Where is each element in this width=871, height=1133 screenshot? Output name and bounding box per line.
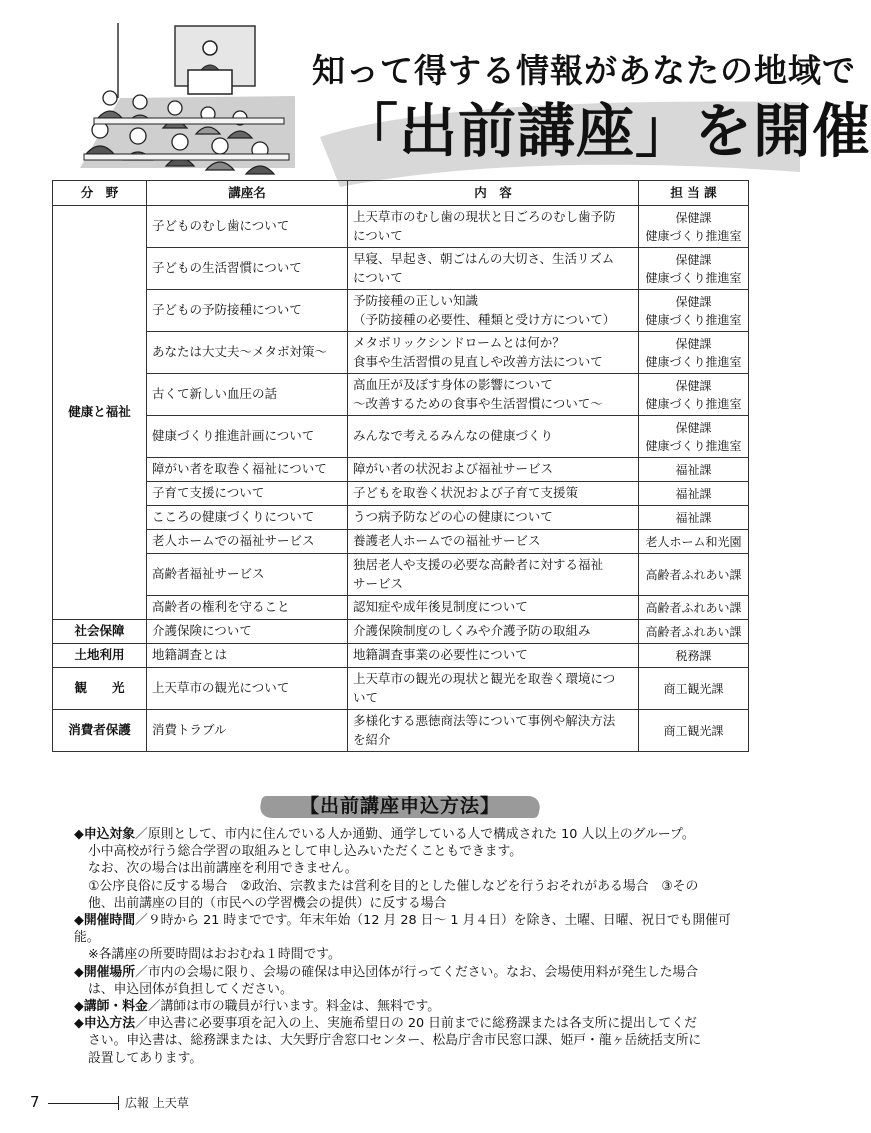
course-name-cell: 介護保険について: [147, 620, 348, 644]
footer: [30, 1093, 230, 1113]
content-line: 介護保険制度のしくみや介護予防の取組み: [353, 623, 591, 639]
department-cell: [639, 206, 749, 248]
table-row: [53, 248, 749, 290]
department-line: 福祉課: [675, 510, 712, 525]
content-cell: [348, 668, 639, 710]
content-cell: [348, 416, 639, 458]
course-name-cell: こころの健康づくりについて: [147, 506, 348, 530]
table-header-row: [53, 181, 749, 206]
apply-item-continuation: ※各講座の所要時間はおおむね１時間です。: [88, 947, 341, 963]
content-line: 多様化する悪徳商法等について事例や解決方法: [353, 713, 616, 729]
apply-section-heading: [250, 790, 550, 820]
course-name-cell: 子どもの生活習慣について: [147, 248, 348, 290]
department-line: 商工観光課: [663, 681, 724, 696]
content-line: いて: [353, 689, 379, 705]
content-line: （予防接種の必要性、種類と受け方について）: [353, 311, 616, 327]
content-line: 認知症や成年後見制度について: [353, 599, 528, 615]
content-cell: [348, 506, 639, 530]
course-name-cell: 上天草市の観光について: [147, 668, 348, 710]
content-line: 地籍調査事業の必要性について: [353, 647, 528, 663]
lecture-illustration: [80, 18, 295, 178]
content-cell: [348, 374, 639, 416]
course-name-cell: 古くて新しい血圧の話: [147, 374, 348, 416]
table-row: [53, 416, 749, 458]
department-line: 健康づくり推進室: [645, 312, 742, 327]
department-line: 健康づくり推進室: [645, 270, 742, 285]
page-number: 7: [30, 1093, 40, 1111]
department-line: 福祉課: [675, 486, 712, 501]
department-line: 健康づくり推進室: [645, 354, 742, 369]
department-line: 健康づくり推進室: [645, 396, 742, 411]
department-line: 高齢者ふれあい課: [645, 600, 742, 615]
content-line: 上天草市の観光の現状と観光を取巻く環境につ: [353, 671, 616, 687]
apply-item-continuation: は、申込団体が負担してください。: [88, 981, 293, 997]
course-name-cell: 地籍調査とは: [147, 644, 348, 668]
content-cell: [348, 710, 639, 752]
apply-item-label: ◆開催時間: [74, 913, 136, 929]
apply-item: [74, 964, 744, 981]
department-line: 健康づくり推進室: [645, 228, 742, 243]
apply-item-continuation: 小中高校が行う総合学習の取組みとして申し込みいただくこともできます。: [88, 844, 523, 860]
publication-name: 広報 上天草: [125, 1096, 189, 1110]
content-line: みんなで考えるみんなの健康づくり: [353, 428, 554, 444]
apply-item-text: ／９時から 21 時までです。年末年始（12 月 28 日～ 1 月４日）を除き、土曜、日曜、祝日でも開催可能。: [74, 913, 731, 946]
department-cell: [639, 416, 749, 458]
lecture-table: [52, 180, 749, 752]
content-line: について: [353, 269, 403, 285]
table-row: [53, 596, 749, 620]
header-department: 担 当 課: [639, 181, 749, 206]
course-name-cell: 子どもの予防接種について: [147, 290, 348, 332]
content-line: 食事や生活習慣の見直しや改善方法について: [353, 353, 603, 369]
field-cell: 観 光: [53, 668, 147, 710]
content-line: 障がい者の状況および福祉サービス: [353, 461, 554, 477]
department-line: 保健課: [675, 294, 712, 309]
header-content: 内 容: [348, 181, 639, 206]
apply-item-label: ◆申込方法: [74, 1016, 136, 1032]
footer-tick: [118, 1096, 119, 1110]
content-cell: [348, 206, 639, 248]
department-line: 福祉課: [675, 462, 712, 477]
apply-item-label: ◆開催場所: [74, 964, 136, 980]
department-line: 保健課: [675, 210, 712, 225]
table-row: [53, 620, 749, 644]
apply-item-continuation: さい。申込書は、総務課または、大矢野庁舎窓口センター、松島庁舎市民窓口課、姫戸・龍ヶ岳統括支所に: [88, 1033, 702, 1049]
apply-item-text: ／原則として、市内に住んでいる人か通勤、通学している人で構成された 10 人以上のグループ。: [135, 827, 695, 842]
apply-item: [74, 826, 744, 843]
course-name-cell: 子育て支援について: [147, 482, 348, 506]
department-cell: [639, 644, 749, 668]
table-row: [53, 644, 749, 668]
table-row: [53, 374, 749, 416]
department-cell: [639, 482, 749, 506]
content-line: うつ病予防などの心の健康について: [353, 509, 553, 525]
department-cell: [639, 710, 749, 752]
department-cell: [639, 530, 749, 554]
content-line: 高血圧が及ぼす身体の影響について: [353, 377, 553, 393]
course-name-cell: 老人ホームでの福祉サービス: [147, 530, 348, 554]
table-row: [53, 206, 749, 248]
content-cell: [348, 530, 639, 554]
content-cell: [348, 458, 639, 482]
apply-item: [74, 912, 744, 946]
header-subtitle: 知って得する情報があなたの地域で: [312, 51, 856, 90]
content-cell: [348, 248, 639, 290]
content-line: 早寝、早起き、朝ごはんの大切さ、生活リズム: [353, 251, 615, 267]
content-cell: [348, 596, 639, 620]
apply-heading-text: 【出前講座申込方法】: [299, 795, 500, 817]
apply-item-continuation: なお、次の場合は出前講座を利用できません。: [88, 861, 358, 877]
course-name-cell: 消費トラブル: [147, 710, 348, 752]
content-line: 独居老人や支援の必要な高齢者に対する福祉: [353, 557, 604, 573]
department-cell: [639, 596, 749, 620]
apply-item-text: ／講師は市の職員が行います。料金は、無料です。: [147, 999, 441, 1015]
course-name-cell: 健康づくり推進計画について: [147, 416, 348, 458]
content-cell: [348, 332, 639, 374]
apply-item-continuation: 設置してあります。: [88, 1050, 203, 1066]
department-cell: [639, 290, 749, 332]
footer-rule: [48, 1103, 118, 1104]
apply-item: [74, 1015, 744, 1032]
table-row: [53, 554, 749, 596]
table-row: [53, 482, 749, 506]
department-line: 高齢者ふれあい課: [645, 624, 742, 639]
apply-item-label: ◆申込対象: [74, 827, 136, 842]
table-row: [53, 506, 749, 530]
apply-item-continuation: ①公序良俗に反する場合 ②政治、宗教または営利を目的とした催しなどを行うおそれがある場合 ③その: [88, 878, 699, 894]
department-cell: [639, 248, 749, 290]
apply-item-label: ◆講師・料金: [74, 999, 148, 1015]
table-row: [53, 530, 749, 554]
content-line: 上天草市のむし歯の現状と日ごろのむし歯予防: [353, 209, 616, 225]
course-name-cell: 障がい者を取巻く福祉について: [147, 458, 348, 482]
content-cell: [348, 554, 639, 596]
course-name-cell: 高齢者福祉サービス: [147, 554, 348, 596]
table-row: [53, 668, 749, 710]
department-cell: [639, 620, 749, 644]
department-line: 保健課: [675, 420, 712, 435]
department-line: 保健課: [675, 252, 712, 267]
table-row: [53, 332, 749, 374]
field-cell: 消費者保護: [53, 710, 147, 752]
content-line: サービス: [353, 575, 404, 591]
content-line: ～改善するための食事や生活習慣について～: [353, 395, 603, 411]
course-name-cell: 高齢者の権利を守ること: [147, 596, 348, 620]
content-line: 養護老人ホームでの福祉サービス: [353, 533, 541, 549]
field-cell: 社会保障: [53, 620, 147, 644]
header-field: 分 野: [53, 181, 147, 206]
content-cell: [348, 482, 639, 506]
department-line: 老人ホーム和光園: [645, 534, 742, 549]
department-line: 保健課: [675, 378, 712, 393]
department-line: 高齢者ふれあい課: [645, 567, 742, 582]
department-cell: [639, 668, 749, 710]
apply-info: [74, 826, 744, 1067]
field-cell: 健康と福祉: [53, 206, 147, 620]
department-cell: [639, 332, 749, 374]
content-cell: [348, 290, 639, 332]
department-cell: [639, 554, 749, 596]
apply-item-continuation: 他、出前講座の目的（市民への学習機会の提供）に反する場合: [88, 895, 447, 911]
header-course-name: 講座名: [147, 181, 348, 206]
content-line: メタボリックシンドロームとは何か？: [353, 335, 565, 351]
table-row: [53, 458, 749, 482]
department-cell: [639, 374, 749, 416]
course-name-cell: あなたは大丈夫～メタボ対策～: [147, 332, 348, 374]
content-line: 予防接種の正しい知識: [353, 293, 479, 309]
apply-item: [74, 998, 744, 1015]
apply-item-text: ／市内の会場に限り、会場の確保は申込団体が行ってください。なお、会場使用料が発生した場合: [135, 964, 699, 980]
department-line: 健康づくり推進室: [645, 438, 742, 453]
department-line: 保健課: [675, 336, 712, 351]
department-cell: [639, 458, 749, 482]
department-cell: [639, 506, 749, 530]
content-line: について: [353, 227, 403, 243]
department-line: 商工観光課: [663, 723, 724, 738]
content-cell: [348, 644, 639, 668]
content-line: を紹介: [353, 731, 391, 747]
course-name-cell: 子どものむし歯について: [147, 206, 348, 248]
content-line: 子どもを取巻く状況および子育て支援策: [353, 485, 579, 501]
field-cell: 土地利用: [53, 644, 147, 668]
table-row: [53, 710, 749, 752]
content-cell: [348, 620, 639, 644]
table-row: [53, 290, 749, 332]
apply-item-text: ／申込書に必要事項を記入の上、実施希望日の 20 日前までに総務課または各支所に提出してくだ: [135, 1016, 697, 1032]
header-title: 「出前講座」を開催: [340, 97, 871, 165]
department-line: 税務課: [675, 648, 712, 663]
